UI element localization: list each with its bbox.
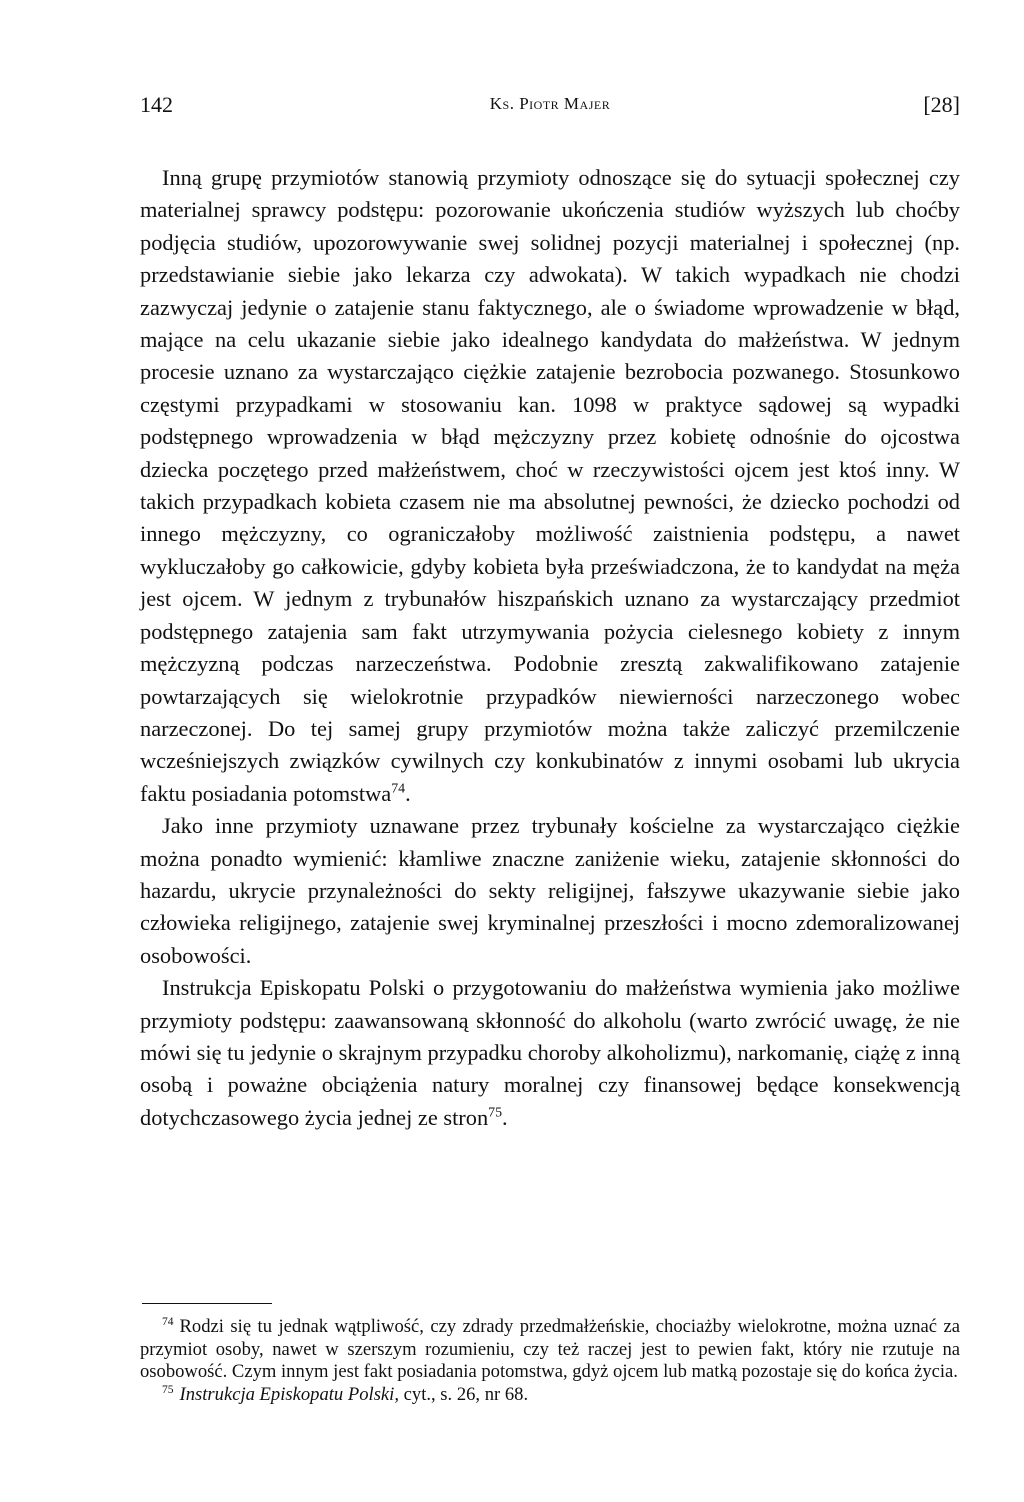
paragraph-2: Jako inne przymioty uznawane przez trybunały kościelne za wystarczająco ciężkie można ponadto wymienić: kłamliwe znaczne zaniżenie wieku, zatajenie skłonności do hazardu, ukrycie przynależności do sekty religijnej, fałszywe ukazywanie siebie jako człowieka religijnego, zatajenie swej kryminalnej przeszłości i mocno zdemoralizowanej osobowości.	[140, 813, 960, 968]
section-number: [28]	[923, 92, 960, 117]
footnote-75-citation: cyt., s. 26, nr 68.	[399, 1383, 529, 1405]
main-text	[140, 162, 960, 1134]
footnote-75	[140, 1384, 960, 1407]
paragraph-1-text: Inną grupę przymiotów stanowią przymioty odnoszące się do sytuacji społecznej czy materialnej sprawcy podstępu: pozorowanie ukończenia studiów wyższych lub choćby podjęcia studiów, upozorowywanie swej solidnej pozycji materialnej i społecznej (np. przedstawianie siebie jako lekarza czy adwokata). W takich wypadkach nie chodzi zazwyczaj jedynie o zatajenie stanu faktycznego, ale o świadome wprowadzenie w błąd, mające na celu ukazanie siebie jako idealnego kandydata do małżeństwa. W jednym procesie uznano za wystarczająco ciężkie zatajenie bezrobocia pozwanego. Stosunkowo częstymi przypadkami w stosowaniu kan. 1098 w praktyce sądowej są wypadki podstępnego wprowadzenia w błąd mężczyzny przez kobietę odnośnie do ojcostwa dziecka poczętego przed małżeństwem, choć w rzeczywistości ojcem jest ktoś inny. W takich przypadkach kobieta czasem nie ma absolutnej pewności, że dziecko pochodzi od innego mężczyzny, co ograniczałoby możliwość zaistnienia podstępu, a nawet wykluczałoby go całkowicie, gdyby kobieta była przeświadczona, że to kandydat na męża jest ojcem. W jednym z trybunałów hiszpańskich uznano za wystarczający przedmiot podstępnego zatajenia sam fakt utrzymywania pożycia cielesnego kobiety z innym mężczyzną podczas narzeczeństwa. Podobnie zresztą zakwalifikowano zatajenie powtarzających się wielokrotnie przypadków niewierności narzeczonego wobec narzeczonej. Do tej samej grupy przymiotów można także zaliczyć przemilczenie wcześniejszych związków cywilnych czy konkubinatów z innymi osobami lub ukrycia faktu posiadania potomstwa	[140, 165, 960, 806]
footnote-74-number: 74	[162, 1315, 174, 1328]
footnote-ref-74[interactable]: 74	[391, 781, 406, 797]
footnote-75-number: 75	[162, 1383, 174, 1396]
paragraph-3-text: Instrukcja Episkopatu Polski o przygotowaniu do małżeństwa wymienia jako możliwe przymioty podstępu: zaawansowaną skłonność do alkoholu (warto zwrócić uwagę, że nie mówi się tu jedynie o skrajnym przypadku choroby alkoholizmu), narkomanię, ciążę z inną osobą i poważne obciążenia natury moralnej czy finansowej będące konsekwencją dotychczasowego życia jednej ze stron	[140, 975, 960, 1130]
paragraph-1	[140, 162, 960, 810]
running-head: Ks. Piotr Majer	[489, 94, 611, 113]
paragraph-3	[140, 972, 960, 1134]
footnote-74	[140, 1316, 960, 1384]
footnote-75-title: Instrukcja Episkopatu Polski,	[179, 1383, 399, 1405]
page-number: 142	[140, 92, 173, 117]
page-header	[140, 92, 960, 122]
footnote-74-text: Rodzi się tu jednak wątpliwość, czy zdrady przedmałżeńskie, chociażby wielokrotne, można uznać za przymiot osoby, nawet w szerszym rozumieniu, czy też raczej jest to pewien fakt, który nie rzutuje na osobowość. Czym innym jest fakt posiadania potomstwa, gdyż ojcem lub matką pozostaje się do końca życia.	[140, 1316, 960, 1383]
footnote-ref-75[interactable]: 75	[488, 1105, 503, 1121]
footnote-divider	[142, 1303, 272, 1304]
paragraph-3-end: .	[502, 1104, 508, 1130]
footnotes	[140, 1316, 960, 1406]
paragraph-1-end: .	[405, 780, 411, 806]
